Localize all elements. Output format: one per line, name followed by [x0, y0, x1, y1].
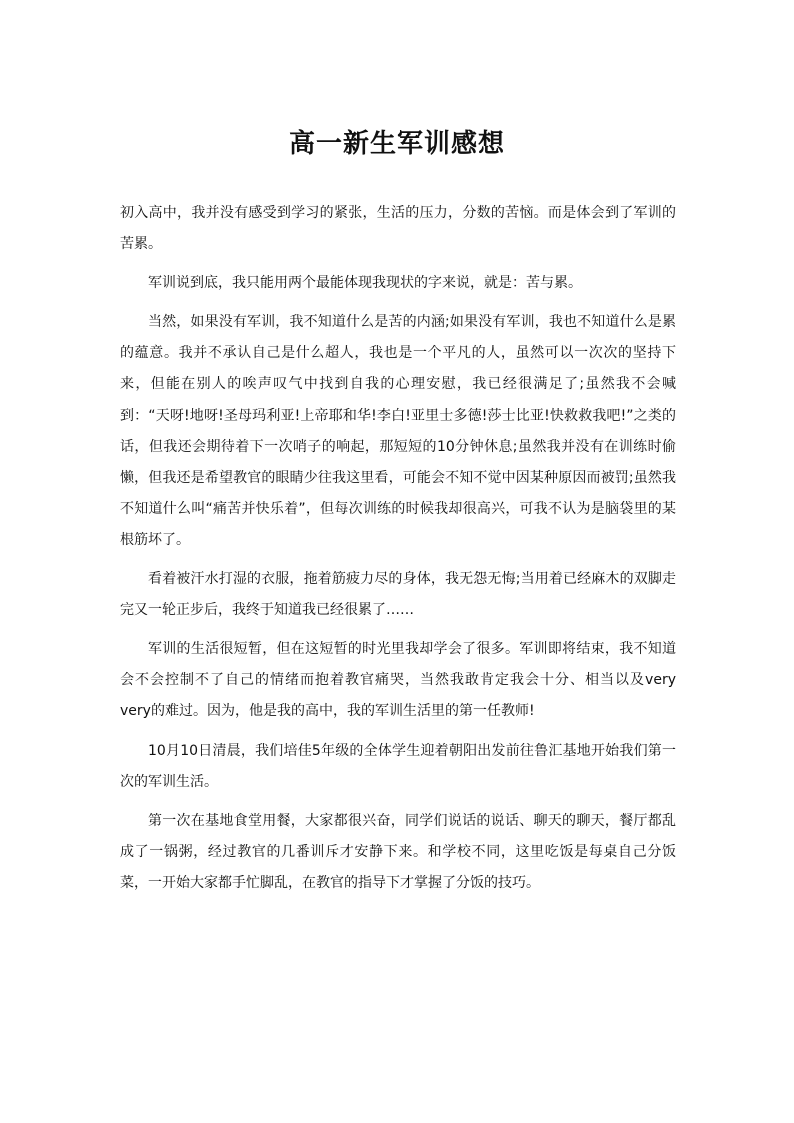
paragraph-3: 当然，如果没有军训，我不知道什么是苦的内涵;如果没有军训，我也不知道什么是累的蕴意。我并不承认自己是什么超人，我也是一个平凡的人，虽然可以一次次的坚持下来，但能在别人的唉声叹气中找到自我的心理安慰，我已经很满足了;虽然我不会喊到：“天呀!地呀!圣母玛利亚!上帝耶和华!李白!亚里士多德!莎士比亚!快救救我吧!”之类的话，但我还会期待着下一次哨子的响起，那短短的10分钟休息;虽然我并没有在训练时偷懒，但我还是希望教官的眼睛少往我这里看，可能会不知不觉中因某种原因而被罚;虽然我不知道什么叫“痛苦并快乐着”，但每次训练的时候我却很高兴，可我不认为是脑袋里的某根筋坏了。 — [120, 314, 676, 548]
paragraph-1: 初入高中，我并没有感受到学习的紧张，生活的压力，分数的苦恼。而是体会到了军训的苦累。 — [120, 205, 676, 253]
paragraph-5: 军训的生活很短暂，但在这短暂的时光里我却学会了很多。军训即将结束，我不知道会不会控制不了自己的情绪而抱着教官痛哭，当然我敢肯定我会十分、相当以及very very的难过。因为，他是我的高中，我的军训生活里的第一任教师! — [120, 641, 676, 720]
paragraph-6: 10月10日清晨，我们培佳5年级的全体学生迎着朝阳出发前往鲁汇基地开始我们第一次的军训生活。 — [120, 742, 676, 790]
document-body — [120, 198, 676, 907]
paragraph-4: 看着被汗水打湿的衣服，拖着筋疲力尽的身体，我无怨无悔;当用着已经麻木的双脚走完又一轮正步后，我终于知道我已经很累了…… — [120, 571, 676, 619]
paragraph-2: 军训说到底，我只能用两个最能体现我现状的字来说，就是：苦与累。 — [148, 275, 582, 292]
document-title: 高一新生军训感想 — [288, 129, 505, 159]
paragraph-7: 第一次在基地食堂用餐，大家都很兴奋，同学们说话的说话、聊天的聊天，餐厅都乱成了一锅粥，经过教官的几番训斥才安静下来。和学校不同，这里吃饭是每桌自己分饭菜，一开始大家都手忙脚乱，在教官的指导下才掌握了分饭的技巧。 — [120, 812, 676, 891]
